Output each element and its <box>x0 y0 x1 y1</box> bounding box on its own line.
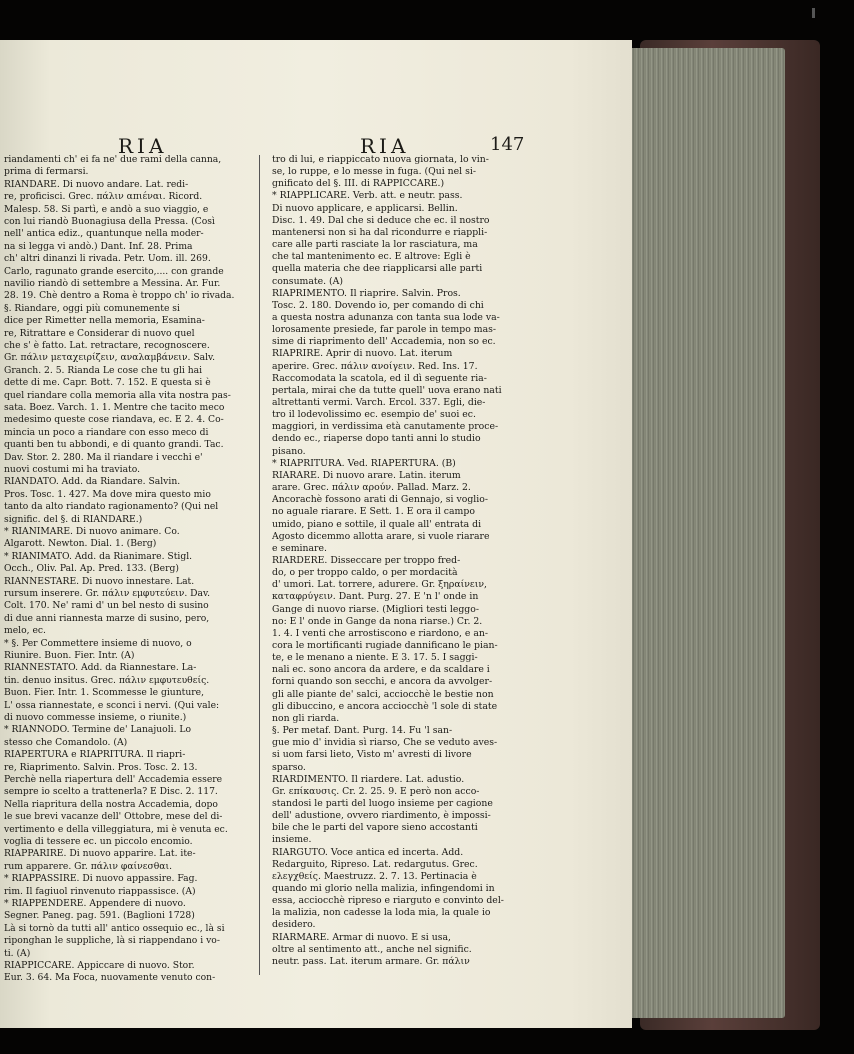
text-line: essa, acciocchè ripreso e riarguto e convinto del- <box>272 895 504 907</box>
text-line: re, proficisci. Grec. πάλιν απιέναι. Ricord. <box>4 191 203 203</box>
text-line: mincia un poco a riandare con esso meco di <box>4 426 209 438</box>
text-line: Granch. 2. 5. Rianda Le cose che tu gli hai <box>4 364 203 376</box>
text-line: lorosamente presiede, far parole in tempo mas- <box>272 324 497 336</box>
text-line: na si legga vi andò.) Dant. Inf. 28. Prima <box>4 240 193 252</box>
text-line: Nella riapritura della nostra Accademia, dopo <box>4 798 218 810</box>
text-line: tanto da alto riandato ragionamento? (Qui nel <box>4 501 219 513</box>
text-line: do, o per troppo caldo, o per mordacità <box>272 567 458 579</box>
text-line: Carlo, ragunato grande esercito,.... con grande <box>4 265 224 277</box>
text-line: medesimo queste cose riandava, ec. E 2. 4. Co- <box>4 414 224 426</box>
text-line: Gange di nuovo riarse. (Migliori testi leggo- <box>272 603 479 615</box>
text-line: Algarott. Newton. Dial. 1. (Berg) <box>4 538 157 550</box>
text-line: te, e le menano a niente. E 3. 17. 5. I saggi- <box>272 652 478 664</box>
text-line: non gli riarda. <box>272 712 340 724</box>
text-line: RIAPRIMENTO. Il riaprire. Salvin. Pros. <box>272 287 461 299</box>
text-line: stesso che Comandolo. (A) <box>4 736 128 748</box>
text-line: pisano. <box>272 445 306 457</box>
text-line: Agosto dicemmo allotta arare, si vuole riarare <box>272 530 490 542</box>
text-line: Buon. Fier. Intr. 1. Scommesse le giunture, <box>4 687 205 699</box>
tiny-mark <box>812 8 815 18</box>
text-line: Pros. Tosc. 1. 427. Ma dove mira questo mio <box>4 488 211 500</box>
page-number: 147 <box>490 134 525 155</box>
text-line: signific. del §. di RIANDARE.) <box>4 513 143 525</box>
text-line: sime di riaprimento dell' Accademia, non so ec. <box>272 336 496 348</box>
running-head-right: RIA <box>360 134 410 158</box>
text-line: * §. Per Commettere insieme di nuovo, o <box>4 637 192 649</box>
text-line: tin. denuo insitus. Grec. πάλιν εμφυτευθείς. <box>4 674 210 686</box>
text-line: desidero. <box>272 919 316 931</box>
text-line: Perchè nella riapertura dell' Accademia essere <box>4 774 223 785</box>
text-line: e seminare. <box>272 542 327 554</box>
text-line: dell' adustione, ovvero riardimento, è impossi- <box>272 810 491 822</box>
text-line: nell' antica ediz., quantunque nella moder- <box>4 228 204 240</box>
text-line: sparso. <box>272 761 306 773</box>
text-line: rursum inserere. Gr. πάλιν εμφυτεύειν. Dav. <box>4 588 211 599</box>
text-line: che tal mantenimento ec. E altrove: Egli è <box>272 251 471 263</box>
text-line: cora le mortificanti rugiade dannificano le pian- <box>272 640 498 651</box>
text-line: RIARARE. Di nuovo arare. Latin. iterum <box>272 469 461 481</box>
text-line: dette di me. Capr. Bott. 7. 152. E questa si è <box>4 377 211 389</box>
text-line: RIARDIMENTO. Il riardere. Lat. adustio. <box>272 773 465 785</box>
text-line: Eur. 3. 64. Ma Foca, nuovamente venuto con- <box>4 972 216 984</box>
text-line: dice per Rimetter nella memoria, Esamina- <box>4 315 205 327</box>
text-line: le sue brevi vacanze dell' Ottobre, mese del di- <box>4 811 223 823</box>
text-line: no aguale riarare. E Sett. 1. E ora il campo <box>272 506 475 518</box>
text-line: altrettanti vermi. Varch. Ercol. 337. Egli, die- <box>272 397 486 408</box>
text-line: d' umori. Lat. torrere, adurere. Gr. ξηραίνειν, <box>272 579 487 591</box>
text-line: riponghan le suppliche, là si riappendano i vo- <box>4 935 220 947</box>
text-line: re, Riaprimento. Salvin. Pros. Tosc. 2. 13. <box>4 761 198 773</box>
left-column <box>0 154 252 1028</box>
text-line: a questa nostra adunanza con tanta sua lode va- <box>272 311 500 323</box>
dictionary-page <box>0 40 632 1028</box>
text-line: Segner. Paneg. pag. 591. (Baglioni 1728) <box>4 910 195 922</box>
text-line: ελεγχθείς. Maestruzz. 2. 7. 13. Pertinacia è <box>272 870 477 882</box>
text-line: Disc. 1. 49. Dal che si deduce che ec. il nostro <box>272 214 490 226</box>
text-line: la malizia, non cadesse la loda mia, la quale io <box>272 907 491 919</box>
text-line: * RIANIMARE. Di nuovo animare. Co. <box>4 526 180 537</box>
running-head-left: RIA <box>118 134 168 158</box>
text-line: Ancorachè fossono arati di Gennajo, si voglio- <box>272 494 488 506</box>
text-line: arare. Grec. πάλιν αρούν. Pallad. Marz. 2. <box>272 482 471 494</box>
text-line: prima di fermarsi. <box>4 166 89 178</box>
text-line: L' ossa riannestate, e sconci i nervi. (Qui vale: <box>4 699 220 711</box>
text-line: * RIANIMATO. Add. da Rianimare. Stigl. <box>4 550 193 562</box>
text-line: gnificato del §. III. di RAPPICCARE.) <box>272 178 445 190</box>
text-line: Gr. πάλιν μεταχειρίζειν, αναλαμβάνειν. Salv. <box>4 352 216 364</box>
text-line: maggiori, in verdissima età canutamente proce- <box>272 421 499 433</box>
text-line: care alle parti rasciate la lor rasciatura, ma <box>272 239 478 251</box>
text-line: RIANDARE. Di nuovo andare. Lat. redi- <box>4 178 189 190</box>
text-line: bile che le parti del vapore sieno accostanti <box>272 822 478 834</box>
text-line: RIARMARE. Armar di nuovo. E si usa, <box>272 931 451 943</box>
text-line: Riunire. Buon. Fier. Intr. (A) <box>4 650 135 661</box>
text-line: se, lo ruppe, e lo messe in fuga. (Qui nel si- <box>272 166 476 178</box>
text-line: Là si tornò da tutti all' antico ossequio ec., là si <box>4 922 225 934</box>
text-line: consumate. (A) <box>272 275 344 287</box>
text-line: * RIANNODO. Termine de' Lanajuoli. Lo <box>4 724 192 736</box>
text-line: §. Per metaf. Dant. Purg. 14. Fu 'l san- <box>272 725 453 737</box>
text-line: melo, ec. <box>4 625 46 637</box>
text-line: dendo ec., riaperse dopo tanti anni lo studio <box>272 433 481 445</box>
text-line: tro di lui, e riappiccato nuova giornata, lo vin- <box>272 154 489 165</box>
text-line: ti. (A) <box>4 947 31 959</box>
text-line: * RIAPPENDERE. Appendere di nuovo. <box>4 898 186 909</box>
text-line: RIAPPARIRE. Di nuovo apparire. Lat. ite- <box>4 848 196 860</box>
page-edges <box>615 48 785 1018</box>
text-line: no: E l' onde in Gange da nona riarse.) Cr. 2. <box>272 615 483 627</box>
text-line: quando mi glorio nella malizia, infingendomi in <box>272 883 495 894</box>
text-line: di due anni riannesta marze di susino, pero, <box>4 612 210 624</box>
text-line: Malesp. 58. Si partì, e andò a suo viaggio, e <box>4 203 209 215</box>
text-line: neutr. pass. Lat. iterum armare. Gr. πάλιν <box>272 955 470 967</box>
text-line: rum apparere. Gr. πάλιν φαίνεσθαι. <box>4 860 173 872</box>
text-line: navilio riandò di settembre a Messina. Ar. Fur. <box>4 278 221 289</box>
text-line: di nuovo commesse insieme, o riunite.) <box>4 712 187 723</box>
text-line: gue mio d' invidia sì riarso, Che se veduto aves- <box>272 737 498 749</box>
text-line: ch' altri dinanzi li rivada. Petr. Uom. ill. 269. <box>4 253 211 265</box>
text-line: RIANNESTARE. Di nuovo innestare. Lat. <box>4 575 195 587</box>
text-line: riandamenti ch' ei fa ne' due rami della canna, <box>4 154 222 165</box>
text-line: quella materia che dee riapplicarsi alle parti <box>272 263 483 275</box>
text-line: nuovi costumi mi ha traviato. <box>4 464 141 475</box>
text-line: che s' è fatto. Lat. retractare, recognoscere. <box>4 340 210 351</box>
text-line: vertimento e della villeggiatura, mi è venuta ec. <box>4 823 228 835</box>
text-line: * RIAPPLICARE. Verb. att. e neutr. pass. <box>272 190 463 202</box>
text-line: RIANDATO. Add. da Riandare. Salvin. <box>4 476 181 488</box>
text-line: nali ec. sono ancora da ardere, e da scaldare i <box>272 664 490 676</box>
text-line: * RIAPRITURA. Ved. RIAPERTURA. (B) <box>272 457 456 469</box>
text-line: RIAPPICCARE. Appiccare di nuovo. Stor. <box>4 960 195 971</box>
text-line: con lui riandò Buonagiusa della Pressa. (Così <box>4 216 215 227</box>
text-line: sata. Boez. Varch. 1. 1. Mentre che tacito meco <box>4 402 225 413</box>
text-line: 1. 4. I venti che arrostiscono e riardono, e an- <box>272 627 488 639</box>
text-line: insieme. <box>272 834 312 846</box>
text-line: RIARDERE. Disseccare per troppo fred- <box>272 554 461 566</box>
text-line: sempre io scelto a trattenerla? E Disc. 2. 117. <box>4 786 218 798</box>
right-column <box>268 154 518 1028</box>
text-line: RIANNESTATO. Add. da Riannestare. La- <box>4 662 197 674</box>
text-line: tro il lodevolissimo ec. esempio de' suoi ec. <box>272 409 476 421</box>
text-line: RIARGUTO. Voce antica ed incerta. Add. <box>272 846 464 858</box>
text-line: quel riandare colla memoria alla vita nostra pas- <box>4 389 231 401</box>
text-line: * RIAPPASSIRE. Di nuovo appassire. Fag. <box>4 873 198 885</box>
text-line: gli alle piante de' salci, acciocchè le bestie non <box>272 688 494 700</box>
text-line: umido, piano e sottile, il quale all' entrata di <box>272 518 482 530</box>
text-line: quanti ben tu abbondi, e di quanto grandi. Tac. <box>4 439 224 451</box>
text-line: καταφρύγειν. Dant. Purg. 27. E 'n l' onde in <box>272 591 479 603</box>
text-line: §. Riandare, oggi più comunemente si <box>4 302 180 314</box>
text-line: Colt. 170. Ne' rami d' un bel nesto di susino <box>4 600 209 612</box>
text-line: 28. 19. Chè dentro a Roma è troppo ch' io rivada. <box>4 290 235 302</box>
text-line: RIAPERTURA e RIAPRITURA. Il riapri- <box>4 749 186 761</box>
column-rule <box>259 155 260 975</box>
text-line: Dav. Stor. 2. 280. Ma il riandare i vecchi e' <box>4 451 203 463</box>
text-line: standosi le parti del luogo insieme per cagione <box>272 797 493 809</box>
text-line: Redarguito, Ripreso. Lat. redargutus. Grec. <box>272 858 478 870</box>
text-line: voglia di tessere ec. un piccolo encomio. <box>4 836 193 847</box>
text-line: re, Ritrattare e Considerar di nuovo quel <box>4 327 195 339</box>
text-line: gli dibuccino, e ancora acciocchè 'l sole di state <box>272 700 498 712</box>
text-line: RIAPRIRE. Aprir di nuovo. Lat. iterum <box>272 348 453 360</box>
text-line: Gr. επίκαυσις. Cr. 2. 25. 9. E però non acco- <box>272 785 480 797</box>
text-line: mantenersi non si ha dal ricondurre e riappli- <box>272 226 488 238</box>
text-line: Di nuovo applicare, e applicarsi. Bellin. <box>272 202 458 214</box>
text-line: si uom farsi lieto, Visto m' avresti di livore <box>272 749 472 761</box>
text-line: Tosc. 2. 180. Dovendo io, per comando di chi <box>272 299 484 311</box>
text-line: aperire. Grec. πάλιν ανοίγειν. Red. Ins. 17. <box>272 360 478 372</box>
text-line: forni quando son secchi, e ancora da avvolger- <box>272 676 493 688</box>
text-line: oltre al sentimento att., anche nel signific. <box>272 943 472 955</box>
text-line: Occh., Oliv. Pal. Ap. Pred. 133. (Berg) <box>4 563 179 575</box>
text-line: Raccomodata la scatola, ed il dì seguente ria- <box>272 372 487 384</box>
text-line: rim. Il fagiuol rinvenuto riappassisce. (A) <box>4 885 196 897</box>
text-line: pertala, mirai che da tutte quell' uova erano nati <box>272 384 502 396</box>
